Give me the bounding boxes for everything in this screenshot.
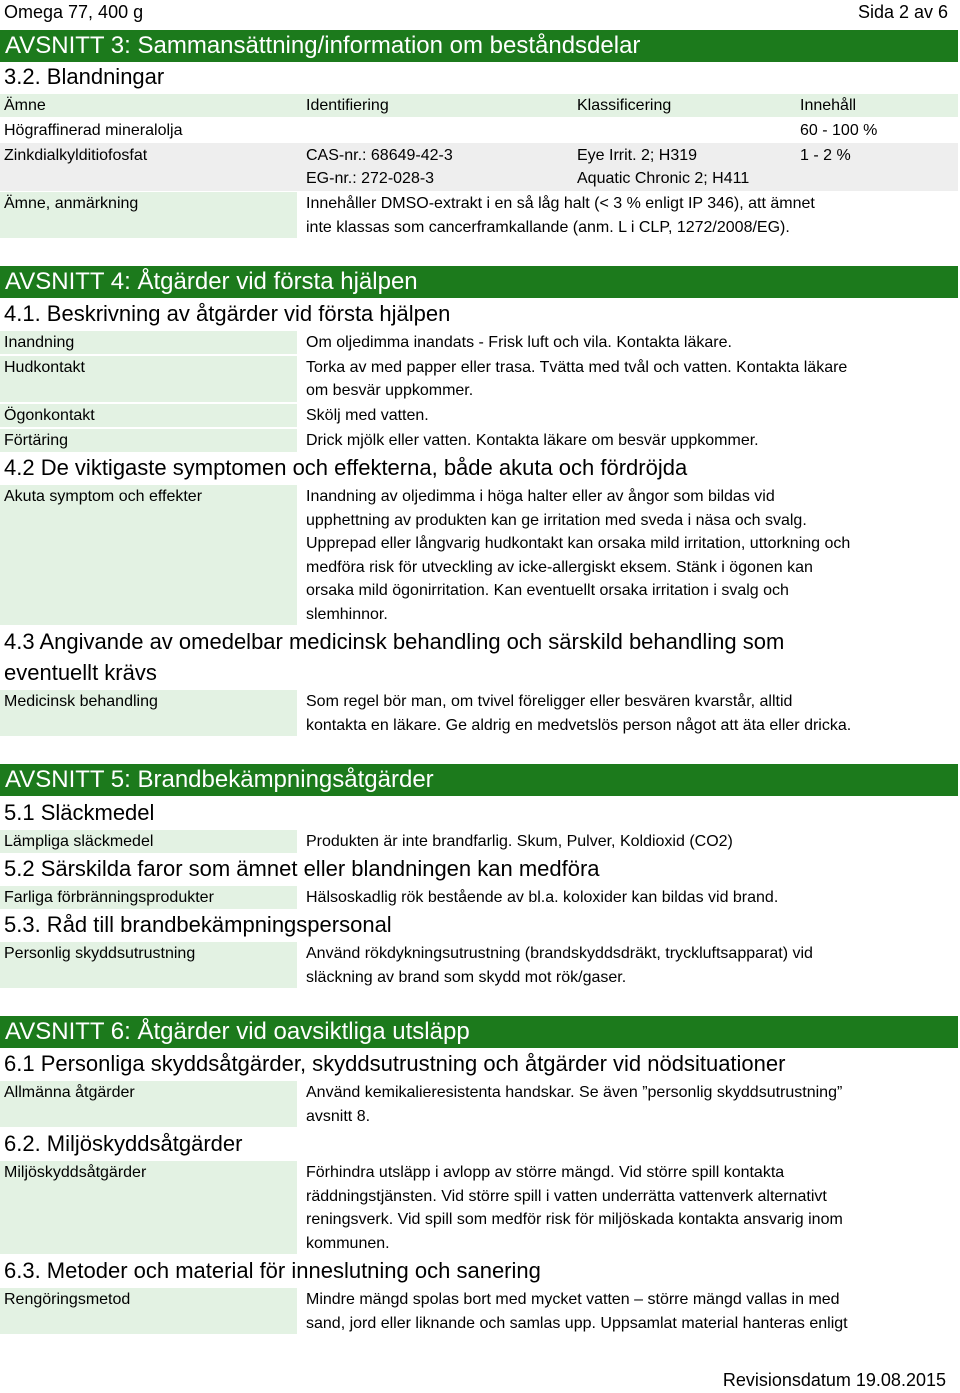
subsection-6-2: 6.2. Miljöskyddsåtgärder: [4, 1131, 243, 1156]
subsection-6-1: 6.1 Personliga skyddsåtgärder, skyddsutrustning och åtgärder vid nödsituationer: [4, 1051, 786, 1076]
text-environmental-4: kommunen.: [306, 1235, 390, 1252]
subsection-4-3: 4.3 Angivande av omedelbar medicinsk behandling och särskild behandling som: [4, 629, 785, 654]
text-acute-5: orsaka mild ögonirritation. Kan eventuellt orsaka irritation i svalg och: [306, 582, 789, 599]
col-header-classification: Klassificering: [577, 97, 672, 114]
text-general-2: avsnitt 8.: [306, 1108, 371, 1125]
substance-name: Zinkdialkylditiofosfat: [4, 147, 148, 164]
text-acute-4: medföra risk för utveckling av icke-allergiskt eksem. Stänk i ögonen kan: [306, 559, 813, 576]
subsection-5-1: 5.1 Släckmedel: [4, 800, 155, 825]
text-eye-contact: Skölj med vatten.: [306, 407, 429, 424]
label-eye-contact: Ögonkontakt: [0, 404, 297, 427]
substance-name: Högraffinerad mineralolja: [4, 122, 183, 139]
text-medical-2: kontakta en läkare. Ge aldrig en medvetslös person något att äta eller dricka.: [306, 717, 852, 734]
text-extinguishing-media: Produkten är inte brandfarlig. Skum, Pulver, Koldioxid (CO2): [306, 833, 733, 850]
text-inhalation: Om oljedimma inandats - Frisk luft och vila. Kontakta läkare.: [306, 334, 732, 351]
label-combustion-products: Farliga förbränningsprodukter: [0, 886, 297, 909]
note-text-1: Innehåller DMSO-extrakt i en så låg halt (< 3 % enligt IP 346), att ämnet: [306, 195, 815, 212]
label-environmental: Miljöskyddsåtgärder: [0, 1161, 297, 1254]
label-medical-treatment: Medicinsk behandling: [0, 690, 297, 736]
text-protective-1: Använd rökdykningsutrustning (brandskyddsdräkt, tryckluftsapparat) vid: [306, 945, 813, 962]
text-protective-2: släckning av brand som skydd mot rök/gaser.: [306, 969, 627, 986]
text-skin-contact-2: om besvär uppkommer.: [306, 382, 474, 399]
text-environmental-1: Förhindra utsläpp i avlopp av större mängd. Vid större spill kontakta: [306, 1164, 785, 1181]
text-environmental-2: räddningstjänsten. Vid större spill i vatten underrätta vattenverk alternativt: [306, 1188, 827, 1205]
text-medical-1: Som regel bör man, om tvivel föreligger eller besvären kvarstår, alltid: [306, 693, 793, 710]
text-general-1: Använd kemikalieresistenta handskar. Se även ”personlig skyddsutrustning”: [306, 1084, 843, 1101]
text-skin-contact-1: Torka av med papper eller trasa. Tvätta med tvål och vatten. Kontakta läkare: [306, 359, 848, 376]
text-cleaning-1: Mindre mängd spolas bort med mycket vatten – större mängd vallas in med: [306, 1291, 840, 1308]
section-4-title: AVSNITT 4: Åtgärder vid första hjälpen: [0, 266, 958, 298]
eg-number: EG-nr.: 272-028-3: [306, 170, 435, 187]
note-label: Ämne, anmärkning: [0, 192, 297, 238]
note-text-2: inte klassas som cancerframkallande (anm. L i CLP, 1272/2008/EG).: [306, 219, 790, 236]
text-acute-6: slemhinnor.: [306, 606, 388, 623]
text-acute-1: Inandning av oljedimma i höga halter eller av ångor som bildas vid: [306, 488, 775, 505]
label-protective-equipment: Personlig skyddsutrustning: [0, 942, 297, 988]
label-extinguishing-media: Lämpliga släckmedel: [0, 830, 297, 853]
col-header-identification: Identifiering: [306, 97, 389, 114]
label-general-measures: Allmänna åtgärder: [0, 1081, 297, 1127]
label-ingestion: Förtäring: [0, 429, 297, 452]
substance-content: 60 - 100 %: [800, 122, 878, 139]
text-combustion-products: Hälsoskadlig rök bestående av bl.a. koloxider kan bildas vid brand.: [306, 889, 779, 906]
col-header-content: Innehåll: [800, 97, 857, 114]
subsection-3-2: 3.2. Blandningar: [4, 64, 165, 89]
cas-number: CAS-nr.: 68649-42-3: [306, 147, 453, 164]
text-acute-2: upphettning av produkten kan ge irritation med sveda i näsa och svalg.: [306, 512, 807, 529]
subsection-4-1: 4.1. Beskrivning av åtgärder vid första hjälpen: [4, 301, 451, 326]
label-cleaning-method: Rengöringsmetod: [0, 1288, 297, 1334]
revision-date: Revisionsdatum 19.08.2015: [722, 1370, 946, 1390]
label-skin-contact: Hudkontakt: [0, 356, 297, 402]
subsection-4-2: 4.2 De viktigaste symptomen och effekterna, både akuta och fördröjda: [4, 455, 688, 480]
classification-2: Aquatic Chronic 2; H411: [577, 170, 750, 187]
text-cleaning-2: sand, jord eller liknande och samlas upp. Uppsamlat material hanteras enligt: [306, 1315, 848, 1332]
text-acute-3: Upprepad eller långvarig hudkontakt kan orsaka mild irritation, uttorkning och: [306, 535, 851, 552]
subsection-4-3-cont: eventuellt krävs: [4, 660, 157, 685]
classification-1: Eye Irrit. 2; H319: [577, 147, 698, 164]
section-3-title: AVSNITT 3: Sammansättning/information om beståndsdelar: [0, 30, 958, 62]
substance-content: 1 - 2 %: [800, 147, 851, 164]
section-6-title: AVSNITT 6: Åtgärder vid oavsiktliga utsläpp: [0, 1016, 958, 1048]
text-ingestion: Drick mjölk eller vatten. Kontakta läkare om besvär uppkommer.: [306, 432, 759, 449]
page-number: Sida 2 av 6: [857, 2, 948, 22]
label-acute-symptoms: Akuta symptom och effekter: [0, 485, 297, 625]
col-header-substance: Ämne: [4, 97, 46, 114]
text-environmental-3: reningsverk. Vid spill som medför risk för miljöskada kontakta ansvarig inom: [306, 1211, 843, 1228]
product-name: Omega 77, 400 g: [4, 2, 144, 22]
subsection-6-3: 6.3. Metoder och material för inneslutning och sanering: [4, 1258, 541, 1283]
subsection-5-2: 5.2 Särskilda faror som ämnet eller blandningen kan medföra: [4, 856, 600, 881]
subsection-5-3: 5.3. Råd till brandbekämpningspersonal: [4, 912, 392, 937]
label-inhalation: Inandning: [0, 331, 297, 354]
section-5-title: AVSNITT 5: Brandbekämpningsåtgärder: [0, 764, 958, 796]
